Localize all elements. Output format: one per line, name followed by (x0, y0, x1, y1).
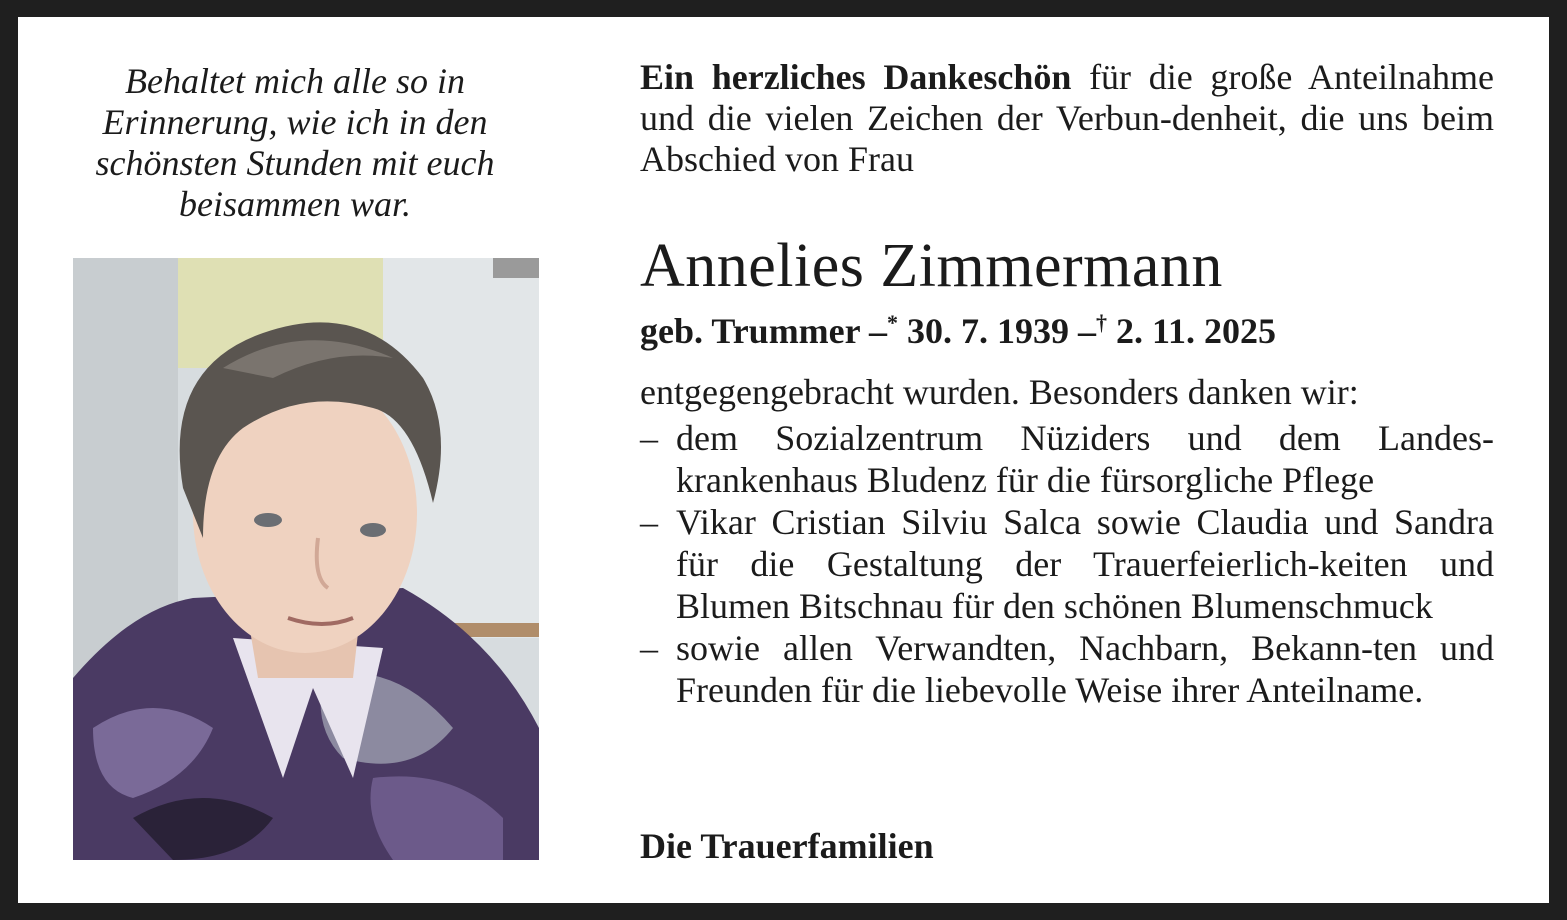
dates-dash-2: – (1077, 311, 1096, 351)
list-item-text: Vikar Cristian Silviu Salca sowie Claudia und Sandra für die Gestaltung der Trauerfeierlich-keiten und Blumen Bitschnau für den schönen Blumenschmuck (676, 502, 1494, 626)
list-bullet: – (640, 418, 658, 458)
list-item-text: dem Sozialzentrum Nüziders und dem Landes-krankenhaus Bludenz für die fürsorgliche Pflege (676, 418, 1494, 500)
intro-text: für die große Anteilnahme und die vielen Zeichen der Verbun-denheit, die uns beim Abschied von Frau (640, 57, 1494, 179)
death-date: 2. 11. 2025 (1115, 311, 1276, 351)
portrait-photo (73, 258, 539, 860)
birth-name: geb. Trummer (640, 311, 860, 351)
memorial-quote: Behaltet mich alle so in Erinnerung, wie ich in den schönsten Stunden mit euch beisammen war. (95, 61, 495, 224)
deceased-name: Annelies Zimmermann (640, 232, 1223, 300)
thank-you-intro (640, 57, 1494, 180)
list-item (640, 501, 1494, 627)
list-bullet: – (640, 502, 658, 542)
dates-dash-1: – (868, 311, 887, 351)
thanks-list (640, 417, 1494, 711)
intro-bold: Ein herzliches Dankeschön (640, 57, 1072, 97)
obituary-card (18, 17, 1549, 903)
death-symbol: † (1095, 310, 1107, 335)
list-bullet: – (640, 628, 658, 668)
life-dates (640, 302, 1494, 352)
birth-date: 30. 7. 1939 (906, 311, 1069, 351)
list-item (640, 627, 1494, 711)
thanks-lead: entgegengebracht wurden. Besonders danken wir: (640, 372, 1359, 412)
birth-symbol: * (886, 310, 898, 335)
list-item-text: sowie allen Verwandten, Nachbarn, Bekann-ten und Freunden für die liebevolle Weise ihrer Anteilname. (676, 628, 1494, 710)
list-item (640, 417, 1494, 501)
signature: Die Trauerfamilien (640, 826, 934, 866)
